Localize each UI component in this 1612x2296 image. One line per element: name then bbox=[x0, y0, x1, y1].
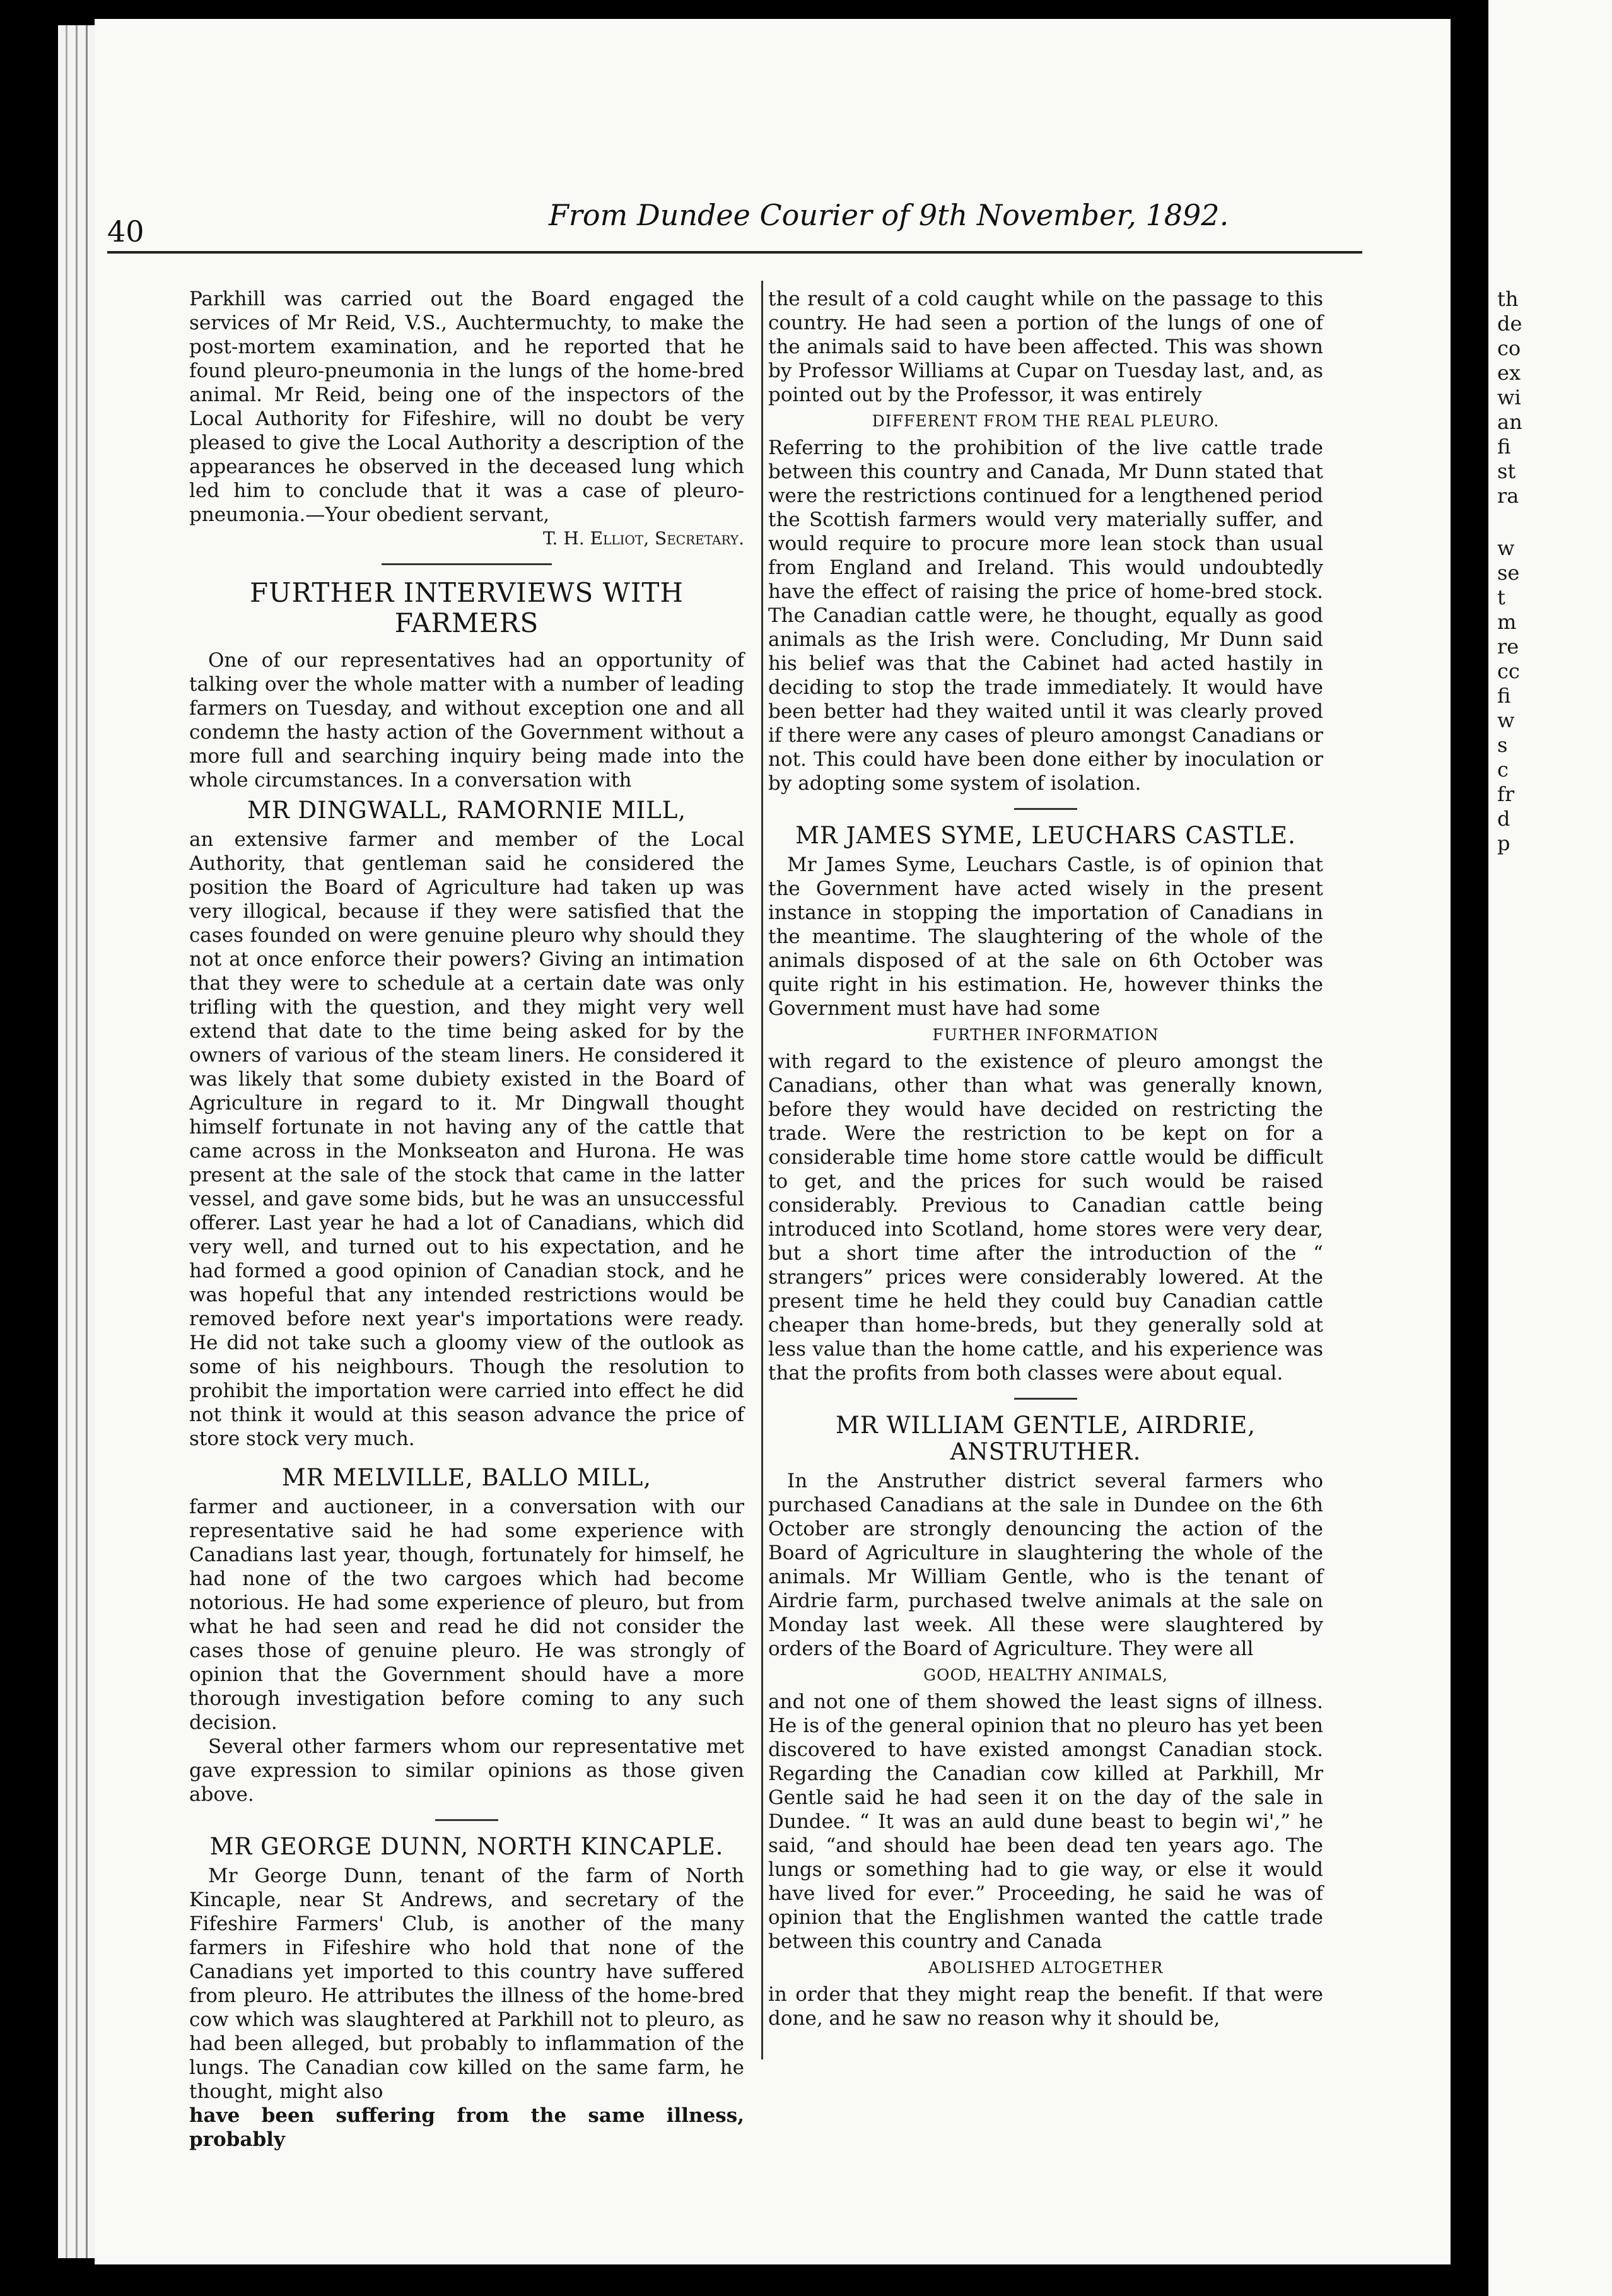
facing-page-line: m bbox=[1497, 610, 1517, 634]
header-rule bbox=[107, 251, 1362, 254]
different-subheading: DIFFERENT FROM THE REAL PLEURO. bbox=[872, 412, 1220, 430]
facing-page-line: p bbox=[1497, 831, 1510, 855]
facing-page-line: d bbox=[1497, 807, 1510, 831]
facing-page-line: st bbox=[1497, 459, 1516, 483]
intro2-paragraph: One of our representatives had an opportunity of talking over the whole matter with a number of leading farmers on Tuesday, and without exception one and all condemn the hasty action of the Government without a more full and searching inquiry being made into the whole circumstances. In a conversation with bbox=[189, 649, 744, 792]
syme-paragraph: Mr James Syme, Leuchars Castle, is of opinion that the Government have acted wisely in the present instance in stopping the importation of Canadians in the meantime. The slaughtering of the whole of the animals disposed of at the sale on 6th October was quite right in his estimation. He, however thinks the Government must have had some bbox=[768, 853, 1323, 1020]
good-subheading: GOOD, HEALTHY ANIMALS, bbox=[923, 1666, 1168, 1684]
dunn-heading: MR GEORGE DUNN, NORTH KINCAPLE. bbox=[209, 1833, 724, 1860]
facing-page-line: se bbox=[1497, 561, 1520, 585]
separator-rule bbox=[435, 1819, 498, 1821]
facing-page-line: fi bbox=[1497, 684, 1511, 708]
abolished-subheading: ABOLISHED ALTOGETHER bbox=[928, 1959, 1164, 1977]
facing-page-line: ra bbox=[1497, 484, 1519, 508]
facing-page-line: s bbox=[1497, 733, 1508, 757]
dunn-tail-line: have been suffering from the same illness, probably bbox=[189, 2104, 744, 2151]
intro-paragraph: Parkhill was carried out the Board engaged the services of Mr Reid, V.S., Auchtermuchty, to make the post-mortem examination, and he reported that he found pleuro-pneumonia in the lungs of the home-bred animal. Mr Reid, being one of the inspectors of the Local Authority for Fifeshire, will no doubt be very pleased to give the Local Authority a description of the appearances he observed in the deceased lung which led him to conclude that it was a case of pleuro-pneumonia.—Your obedient servant, bbox=[189, 288, 744, 526]
main-heading: FURTHER INTERVIEWS WITH FARMERS bbox=[249, 577, 684, 638]
gentle-heading: MR WILLIAM GENTLE, AIRDRIE, ANSTRUTHER. bbox=[835, 1412, 1256, 1465]
separator-rule bbox=[1014, 808, 1077, 810]
signature: T. H. Elliot, Secretary. bbox=[543, 528, 744, 549]
melville-paragraph: farmer and auctioneer, in a conversation with our representative said he had some experience with Canadians last year, though, fortunately for himself, he had none of the two cargoes which had become notorious. He had some experience of pleuro, but from what he had seen and read he did not consider the cases those of genuine pleuro. He was strongly of opinion that the Government should have a more thorough investigation before coming to any such decision. bbox=[189, 1496, 744, 1734]
melville-paragraph-2: Several other farmers whom our representative met gave expression to similar opinions as those given above. bbox=[189, 1735, 744, 1806]
facing-page-line: cc bbox=[1497, 659, 1520, 683]
page-number: 40 bbox=[107, 214, 144, 249]
facing-page-block-1 bbox=[1488, 287, 1522, 508]
facing-page-line: w bbox=[1497, 708, 1515, 732]
further-subheading: FURTHER INFORMATION bbox=[932, 1026, 1159, 1044]
facing-page-line: de bbox=[1497, 312, 1522, 336]
gentle-paragraph: In the Anstruther district several farmers who purchased Canadians at the sale in Dundee on the 6th October are strongly denouncing the action of the Board of Agriculture in slaughtering the whole of the animals. Mr William Gentle, who is the tenant of Airdrie farm, purchased twelve animals at the sale on Monday last week. All these were slaughtered by orders of the Board of Agriculture. They were all bbox=[768, 1470, 1323, 1660]
facing-page-block-2 bbox=[1488, 536, 1520, 856]
separator-rule bbox=[1014, 1398, 1077, 1400]
facing-page-line: c bbox=[1497, 758, 1509, 782]
facing-page-line: w bbox=[1497, 536, 1515, 560]
book-gutter bbox=[1451, 0, 1488, 2296]
continuation-paragraph: the result of a cold caught while on the passage to this country. He had seen a portion of the lungs of one of the animals said to have been affected. This was shown by Professor Williams at Cupar on Tuesday last, and, as pointed out by the Professor, it was entirely bbox=[768, 288, 1323, 406]
facing-page-line: t bbox=[1497, 585, 1505, 609]
melville-heading: MR MELVILLE, BALLO MILL, bbox=[281, 1464, 652, 1491]
facing-page-fragment bbox=[1488, 0, 1612, 2296]
further-paragraph: with regard to the existence of pleuro amongst the Canadians, other than what was generally known, before they would have decided on restricting the trade. Were the restriction to be kept on for a considerable time home store cattle would be difficult to get, and the prices for such would be raised considerably. Previous to Canadian cattle being introduced into Scotland, home stores were very dear, but a short time after the introduction of the “ strangers” prices were considerably lowered. At the present time he held they could buy Canadian cattle cheaper than home-breds, but they generally sold at less value than the home cattle, and his experience was that the profits from both classes were about equal. bbox=[768, 1050, 1323, 1385]
running-head: From Dundee Courier of 9th November, 1892. bbox=[549, 198, 1229, 232]
facing-page-line: th bbox=[1497, 287, 1519, 311]
facing-page-line: co bbox=[1497, 336, 1521, 360]
dingwall-paragraph: an extensive farmer and member of the Local Authority, that gentleman said he considered the position the Board of Agriculture had taken up was very illogical, because if they were satisfied that the cases founded on were genuine pleuro why should they not at once enforce their powers? Giving an intimation that they were to schedule at a certain date was only trifling with the question, and they might very well extend that date to the time being asked for by the owners of various of the steam liners. He considered it was likely that some dubiety existed in the Board of Agriculture in regard to it. Mr Dingwall thought himself fortunate in not having any of the cattle that came across in the Monkseaton and Hurona. He was present at the sale of the stock that came in the latter vessel, and gave some bids, but he was an unsuccessful offerer. Last year he had a lot of Canadians, which did very well, and turned out to his expectation, and he had formed a good opinion of Canadian stock, and he was hopeful that any intended restrictions would be removed before next year's importations were ready. He did not take such a gloomy view of the outlook as some of his neighbours. Though the resolution to prohibit the importation were carried into effect he did not think it would at this season advance the price of store stock very much. bbox=[189, 828, 744, 1450]
syme-heading: MR JAMES SYME, LEUCHARS CASTLE. bbox=[795, 822, 1296, 849]
facing-page-line: an bbox=[1497, 410, 1522, 434]
separator-rule bbox=[382, 563, 552, 565]
different-paragraph: Referring to the prohibition of the live cattle trade between this country and Canada, Mr Dunn stated that were the restrictions continued for a lengthened period the Scottish farmers would very materially suffer, and would require to procure more lean stock than usual from England and Ireland. This would undoubtedly have the effect of raising the price of home-bred stock. The Canadian cattle were, he thought, equally as good animals as the Irish were. Concluding, Mr Dunn said his belief was that the Cabinet had acted hastily in deciding to stop the trade immediately. It would have been better had they waited until it was clearly proved if there were any cases of pleuro amongst Canadians or not. This could have been done either by inoculation or by adopting some system of isolation. bbox=[768, 436, 1323, 795]
facing-page-line: fi bbox=[1497, 435, 1511, 459]
facing-page-line: re bbox=[1497, 635, 1519, 659]
dingwall-heading: MR DINGWALL, RAMORNIE MILL, bbox=[247, 797, 687, 824]
facing-page-line: ex bbox=[1497, 361, 1521, 385]
facing-page-line: wi bbox=[1497, 385, 1521, 409]
left-column bbox=[189, 287, 744, 2152]
abolished-paragraph: in order that they might reap the benefit. If that were done, and he saw no reason why it should be, bbox=[768, 1983, 1323, 2030]
dunn-paragraph: Mr George Dunn, tenant of the farm of North Kincaple, near St Andrews, and secretary of the Fifeshire Farmers' Club, is another of the many farmers in Fifeshire who hold that none of the Canadians yet imported to this country have suffered from pleuro. He attributes the illness of the home-bred cow which was slaughtered at Parkhill not to pleuro, as had been alleged, but probably to inflammation of the lungs. The Canadian cow killed on the same farm, he thought, might also bbox=[189, 1865, 744, 2103]
good-paragraph: and not one of them showed the least signs of illness. He is of the general opinion that no pleuro has yet been discovered to have existed amongst Canadian stock. Regarding the Canadian cow killed at Parkhill, Mr Gentle said he had seen it on the day of the sale in Dundee. “ It was an auld dune beast to begin wi',” he said, “and should hae been dead ten years ago. The lungs or something had to gie way, or else it would have lived for ever.” Proceeding, he said he was of opinion that the Englishmen wanted the cattle trade between this country and Canada bbox=[768, 1690, 1323, 1953]
right-column bbox=[768, 287, 1323, 2030]
page-header bbox=[107, 189, 1362, 252]
column-divider bbox=[761, 281, 763, 2059]
facing-page-line: fr bbox=[1497, 782, 1515, 806]
